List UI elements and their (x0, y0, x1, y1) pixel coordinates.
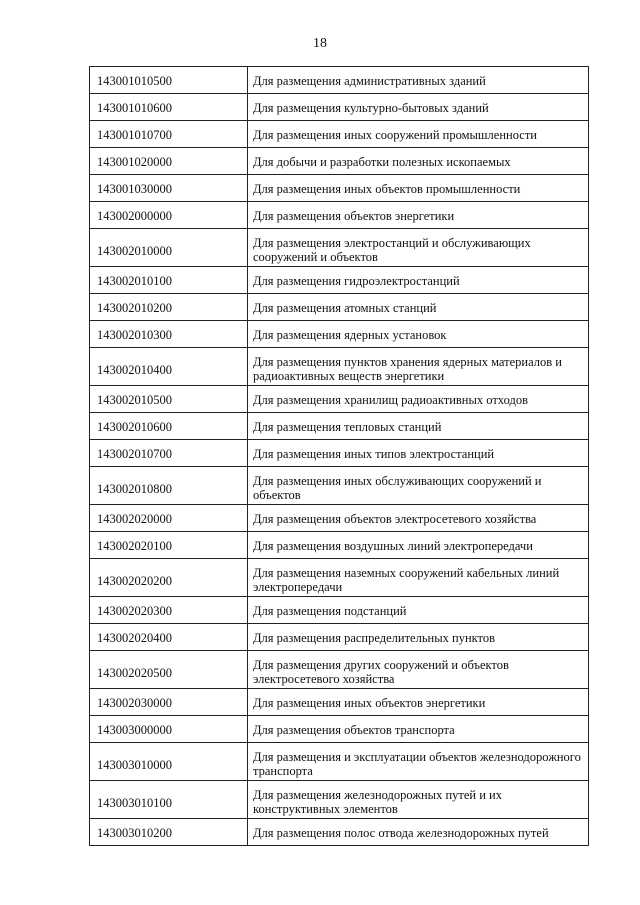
description-cell: Для размещения воздушных линий электропередачи (248, 532, 589, 559)
code-cell: 143002020200 (90, 559, 248, 597)
description-cell: Для размещения ядерных установок (248, 321, 589, 348)
table-row (90, 624, 589, 651)
code-cell: 143002010500 (90, 386, 248, 413)
table-row (90, 148, 589, 175)
description-cell: Для размещения иных обслуживающих сооружений и объектов (248, 467, 589, 505)
code-cell: 143003010000 (90, 743, 248, 781)
table-row (90, 597, 589, 624)
code-cell: 143002010600 (90, 413, 248, 440)
description-cell: Для размещения иных сооружений промышленности (248, 121, 589, 148)
description-cell: Для размещения распределительных пунктов (248, 624, 589, 651)
code-cell: 143002000000 (90, 202, 248, 229)
table-row (90, 386, 589, 413)
description-cell: Для размещения культурно-бытовых зданий (248, 94, 589, 121)
code-cell: 143002030000 (90, 689, 248, 716)
description-cell: Для размещения иных типов электростанций (248, 440, 589, 467)
description-cell: Для добычи и разработки полезных ископаемых (248, 148, 589, 175)
table-row (90, 348, 589, 386)
code-cell: 143003010100 (90, 781, 248, 819)
code-cell: 143002010300 (90, 321, 248, 348)
code-cell: 143003000000 (90, 716, 248, 743)
description-cell: Для размещения полос отвода железнодорожных путей (248, 819, 589, 846)
code-cell: 143002020500 (90, 651, 248, 689)
table-row (90, 440, 589, 467)
code-cell: 143001010500 (90, 67, 248, 94)
page-number: 18 (313, 36, 327, 51)
description-cell: Для размещения тепловых станций (248, 413, 589, 440)
code-cell: 143002010100 (90, 267, 248, 294)
table-row (90, 689, 589, 716)
table-row (90, 321, 589, 348)
table-row (90, 121, 589, 148)
table-row (90, 819, 589, 846)
table-row (90, 267, 589, 294)
code-cell: 143002020300 (90, 597, 248, 624)
table-row (90, 175, 589, 202)
table-row (90, 67, 589, 94)
code-cell: 143002010200 (90, 294, 248, 321)
description-cell: Для размещения хранилищ радиоактивных отходов (248, 386, 589, 413)
description-cell: Для размещения и эксплуатации объектов железнодорожного транспорта (248, 743, 589, 781)
description-cell: Для размещения иных объектов энергетики (248, 689, 589, 716)
description-cell: Для размещения гидроэлектростанций (248, 267, 589, 294)
table-row (90, 413, 589, 440)
description-cell: Для размещения административных зданий (248, 67, 589, 94)
code-cell: 143002010800 (90, 467, 248, 505)
code-cell: 143001020000 (90, 148, 248, 175)
code-cell: 143001010600 (90, 94, 248, 121)
table-row (90, 651, 589, 689)
table-row (90, 294, 589, 321)
table-row (90, 505, 589, 532)
description-cell: Для размещения объектов энергетики (248, 202, 589, 229)
description-cell: Для размещения атомных станций (248, 294, 589, 321)
description-cell: Для размещения подстанций (248, 597, 589, 624)
table-row (90, 467, 589, 505)
code-cell: 143002020000 (90, 505, 248, 532)
table-row (90, 559, 589, 597)
table-row (90, 781, 589, 819)
table-row (90, 202, 589, 229)
code-cell: 143002020100 (90, 532, 248, 559)
code-cell: 143003010200 (90, 819, 248, 846)
table-row (90, 532, 589, 559)
description-cell: Для размещения других сооружений и объектов электросетевого хозяйства (248, 651, 589, 689)
table-row (90, 743, 589, 781)
description-cell: Для размещения наземных сооружений кабельных линий электропередачи (248, 559, 589, 597)
table-row (90, 716, 589, 743)
description-cell: Для размещения объектов транспорта (248, 716, 589, 743)
code-cell: 143002020400 (90, 624, 248, 651)
code-cell: 143002010400 (90, 348, 248, 386)
description-cell: Для размещения железнодорожных путей и их конструктивных элементов (248, 781, 589, 819)
code-cell: 143002010000 (90, 229, 248, 267)
description-cell: Для размещения электростанций и обслуживающих сооружений и объектов (248, 229, 589, 267)
land-use-codes-table (89, 66, 589, 846)
table-row (90, 94, 589, 121)
description-cell: Для размещения объектов электросетевого хозяйства (248, 505, 589, 532)
description-cell: Для размещения иных объектов промышленности (248, 175, 589, 202)
code-cell: 143002010700 (90, 440, 248, 467)
code-cell: 143001030000 (90, 175, 248, 202)
code-cell: 143001010700 (90, 121, 248, 148)
table-row (90, 229, 589, 267)
description-cell: Для размещения пунктов хранения ядерных материалов и радиоактивных веществ энергетики (248, 348, 589, 386)
